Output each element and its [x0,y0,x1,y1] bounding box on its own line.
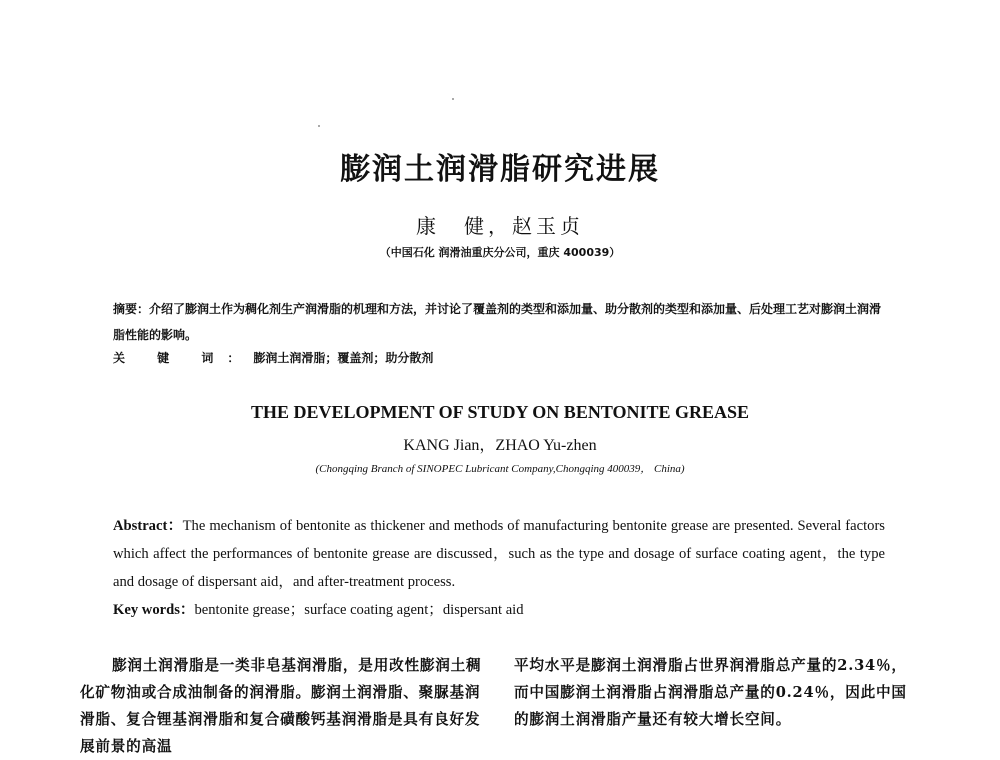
abstract-en-label: Abstract： [113,518,183,534]
keywords-cn-text: 膨润土润滑脂；覆盖剂；助分散剂 [253,351,434,365]
body-paragraph-right: 平均水平是膨润土润滑脂占世界润滑脂总产量的2.34％，而中国膨润土润滑脂占润滑脂总产量的0.24％，因此中国的膨润土润滑脂产量还有较大增长空间。 [514,657,907,728]
abstract-cn [113,296,883,348]
affiliation-cn: （中国石化 润滑油重庆分公司，重庆 400039） [379,246,621,259]
authors-cn: 康 健，赵玉贞 [416,214,584,238]
body-column-left [80,652,490,760]
scan-speck [452,98,454,100]
authors-en: KANG Jian，ZHAO Yu-zhen [403,437,597,454]
keywords-en [113,596,885,624]
abstract-cn-text: 介绍了膨润土作为稠化剂生产润滑脂的机理和方法，并讨论了覆盖剂的类型和添加量、助分散剂的类型和添加量、后处理工艺对膨润土润滑脂性能的影响。 [113,302,882,342]
abstract-en-text: The mechanism of bentonite as thickener and methods of manufacturing bentonite grease are presented. Several factors which affect the performances of bentonite grease are discussed，such as the type and dosage of surface coating agent，the type and dosage of dispersant aid，and after-treatment process. [113,518,885,590]
keywords-cn [113,348,883,368]
keywords-en-label: Key words： [113,602,195,618]
abstract-en [113,512,885,596]
paper-title-cn: 膨润土润滑脂研究进展 [340,152,660,187]
scan-speck [318,125,320,127]
affiliation-en: (Chongqing Branch of SINOPEC Lubricant Company,Chongqing 400039， China) [315,463,685,475]
body-paragraph-left: 膨润土润滑脂是一类非皂基润滑脂，是用改性膨润土稠化矿物油或合成油制备的润滑脂。膨润土润滑脂、聚脲基润滑脂、复合锂基润滑脂和复合磺酸钙基润滑脂是具有良好发展前景的高温 [80,657,482,755]
body-column-right [514,652,919,733]
paper-title-en: THE DEVELOPMENT OF STUDY ON BENTONITE GREASE [250,402,750,422]
keywords-en-text: bentonite grease；surface coating agent；dispersant aid [194,602,524,618]
keywords-cn-label: 关 键 词： [113,351,254,365]
abstract-cn-label: 摘要： [113,302,150,316]
